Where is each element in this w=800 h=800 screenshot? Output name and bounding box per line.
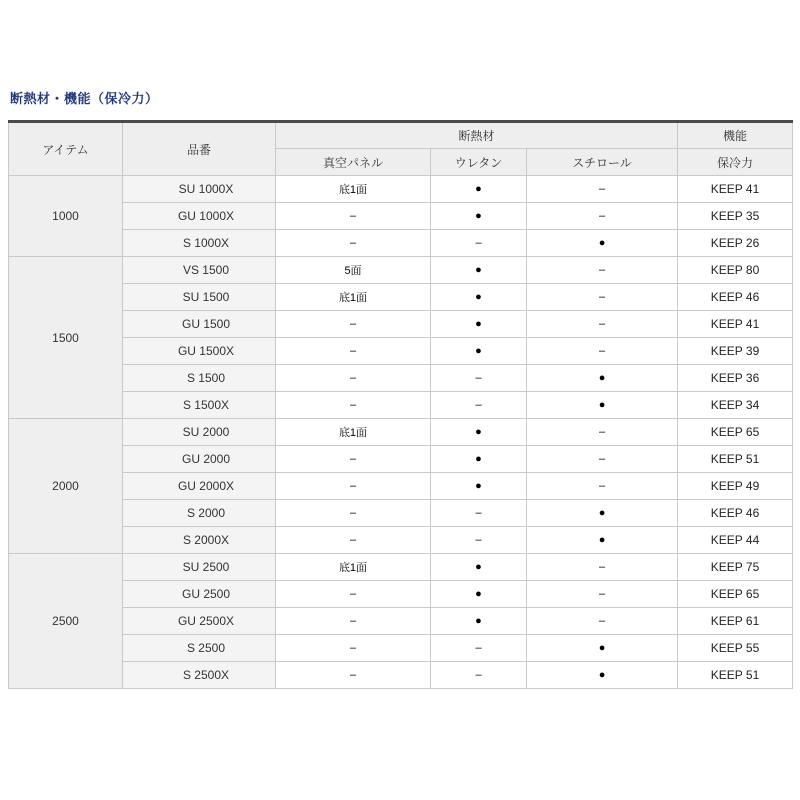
styrofoam-cell: – bbox=[527, 419, 678, 446]
part-number-cell: S 2000 bbox=[123, 500, 276, 527]
keep-cell: KEEP 35 bbox=[678, 203, 793, 230]
urethane-cell: ● bbox=[431, 284, 527, 311]
vacuum-panel-cell: 底1面 bbox=[276, 554, 431, 581]
keep-cell: KEEP 39 bbox=[678, 338, 793, 365]
keep-cell: KEEP 61 bbox=[678, 608, 793, 635]
table-row bbox=[9, 635, 793, 662]
urethane-cell: – bbox=[431, 662, 527, 689]
vacuum-panel-cell: – bbox=[276, 365, 431, 392]
header-row-1 bbox=[9, 122, 793, 149]
part-number-cell: GU 2000X bbox=[123, 473, 276, 500]
header-insulation: 断熱材 bbox=[276, 122, 678, 149]
item-cell: 2000 bbox=[9, 419, 123, 554]
urethane-cell: ● bbox=[431, 257, 527, 284]
header-styrofoam: スチロール bbox=[527, 149, 678, 176]
part-number-cell: S 2000X bbox=[123, 527, 276, 554]
keep-cell: KEEP 26 bbox=[678, 230, 793, 257]
table-row bbox=[9, 203, 793, 230]
keep-cell: KEEP 55 bbox=[678, 635, 793, 662]
part-number-cell: S 2500 bbox=[123, 635, 276, 662]
table-row bbox=[9, 230, 793, 257]
keep-cell: KEEP 46 bbox=[678, 500, 793, 527]
item-cell: 1000 bbox=[9, 176, 123, 257]
vacuum-panel-cell: – bbox=[276, 392, 431, 419]
part-number-cell: S 1500 bbox=[123, 365, 276, 392]
header-urethane: ウレタン bbox=[431, 149, 527, 176]
styrofoam-cell: ● bbox=[527, 392, 678, 419]
keep-cell: KEEP 65 bbox=[678, 419, 793, 446]
part-number-cell: GU 1500 bbox=[123, 311, 276, 338]
urethane-cell: ● bbox=[431, 338, 527, 365]
table-row bbox=[9, 581, 793, 608]
keep-cell: KEEP 36 bbox=[678, 365, 793, 392]
header-cooling: 保冷力 bbox=[678, 149, 793, 176]
spec-table bbox=[8, 120, 793, 689]
vacuum-panel-cell: – bbox=[276, 311, 431, 338]
styrofoam-cell: ● bbox=[527, 527, 678, 554]
keep-cell: KEEP 51 bbox=[678, 662, 793, 689]
styrofoam-cell: – bbox=[527, 284, 678, 311]
vacuum-panel-cell: – bbox=[276, 230, 431, 257]
table-row bbox=[9, 365, 793, 392]
table-row bbox=[9, 500, 793, 527]
vacuum-panel-cell: 底1面 bbox=[276, 419, 431, 446]
keep-cell: KEEP 41 bbox=[678, 176, 793, 203]
table-row bbox=[9, 662, 793, 689]
item-cell: 2500 bbox=[9, 554, 123, 689]
vacuum-panel-cell: 底1面 bbox=[276, 176, 431, 203]
table-row bbox=[9, 392, 793, 419]
table-row bbox=[9, 554, 793, 581]
styrofoam-cell: ● bbox=[527, 500, 678, 527]
urethane-cell: ● bbox=[431, 419, 527, 446]
urethane-cell: ● bbox=[431, 554, 527, 581]
vacuum-panel-cell: – bbox=[276, 608, 431, 635]
part-number-cell: GU 2500 bbox=[123, 581, 276, 608]
styrofoam-cell: ● bbox=[527, 230, 678, 257]
part-number-cell: SU 2500 bbox=[123, 554, 276, 581]
urethane-cell: ● bbox=[431, 176, 527, 203]
part-number-cell: S 2500X bbox=[123, 662, 276, 689]
part-number-cell: SU 1000X bbox=[123, 176, 276, 203]
part-number-cell: SU 2000 bbox=[123, 419, 276, 446]
vacuum-panel-cell: – bbox=[276, 500, 431, 527]
vacuum-panel-cell: – bbox=[276, 662, 431, 689]
urethane-cell: – bbox=[431, 365, 527, 392]
urethane-cell: – bbox=[431, 230, 527, 257]
keep-cell: KEEP 44 bbox=[678, 527, 793, 554]
styrofoam-cell: ● bbox=[527, 635, 678, 662]
part-number-cell: GU 1500X bbox=[123, 338, 276, 365]
table-row bbox=[9, 284, 793, 311]
spec-table-body bbox=[9, 176, 793, 689]
styrofoam-cell: – bbox=[527, 203, 678, 230]
keep-cell: KEEP 41 bbox=[678, 311, 793, 338]
styrofoam-cell: – bbox=[527, 473, 678, 500]
styrofoam-cell: ● bbox=[527, 662, 678, 689]
part-number-cell: SU 1500 bbox=[123, 284, 276, 311]
urethane-cell: ● bbox=[431, 446, 527, 473]
urethane-cell: ● bbox=[431, 581, 527, 608]
keep-cell: KEEP 75 bbox=[678, 554, 793, 581]
vacuum-panel-cell: – bbox=[276, 203, 431, 230]
table-row bbox=[9, 419, 793, 446]
keep-cell: KEEP 80 bbox=[678, 257, 793, 284]
table-row bbox=[9, 257, 793, 284]
part-number-cell: GU 1000X bbox=[123, 203, 276, 230]
table-row bbox=[9, 527, 793, 554]
table-row bbox=[9, 446, 793, 473]
urethane-cell: ● bbox=[431, 203, 527, 230]
table-row bbox=[9, 176, 793, 203]
vacuum-panel-cell: – bbox=[276, 446, 431, 473]
table-row bbox=[9, 338, 793, 365]
urethane-cell: – bbox=[431, 635, 527, 662]
urethane-cell: – bbox=[431, 500, 527, 527]
header-item: アイテム bbox=[9, 122, 123, 176]
header-vacuum-panel: 真空パネル bbox=[276, 149, 431, 176]
styrofoam-cell: ● bbox=[527, 365, 678, 392]
urethane-cell: – bbox=[431, 392, 527, 419]
keep-cell: KEEP 51 bbox=[678, 446, 793, 473]
table-row bbox=[9, 473, 793, 500]
styrofoam-cell: – bbox=[527, 608, 678, 635]
styrofoam-cell: – bbox=[527, 554, 678, 581]
vacuum-panel-cell: – bbox=[276, 473, 431, 500]
vacuum-panel-cell: – bbox=[276, 527, 431, 554]
vacuum-panel-cell: 5面 bbox=[276, 257, 431, 284]
item-cell: 1500 bbox=[9, 257, 123, 419]
vacuum-panel-cell: – bbox=[276, 581, 431, 608]
header-part-number: 品番 bbox=[123, 122, 276, 176]
table-row bbox=[9, 608, 793, 635]
urethane-cell: – bbox=[431, 527, 527, 554]
styrofoam-cell: – bbox=[527, 257, 678, 284]
vacuum-panel-cell: – bbox=[276, 338, 431, 365]
styrofoam-cell: – bbox=[527, 446, 678, 473]
header-function: 機能 bbox=[678, 122, 793, 149]
section-title: 断熱材・機能（保冷力） bbox=[10, 91, 159, 106]
keep-cell: KEEP 46 bbox=[678, 284, 793, 311]
vacuum-panel-cell: 底1面 bbox=[276, 284, 431, 311]
table-row bbox=[9, 311, 793, 338]
styrofoam-cell: – bbox=[527, 581, 678, 608]
vacuum-panel-cell: – bbox=[276, 635, 431, 662]
part-number-cell: S 1000X bbox=[123, 230, 276, 257]
part-number-cell: GU 2000 bbox=[123, 446, 276, 473]
keep-cell: KEEP 49 bbox=[678, 473, 793, 500]
keep-cell: KEEP 34 bbox=[678, 392, 793, 419]
part-number-cell: VS 1500 bbox=[123, 257, 276, 284]
urethane-cell: ● bbox=[431, 473, 527, 500]
part-number-cell: GU 2500X bbox=[123, 608, 276, 635]
styrofoam-cell: – bbox=[527, 176, 678, 203]
styrofoam-cell: – bbox=[527, 311, 678, 338]
part-number-cell: S 1500X bbox=[123, 392, 276, 419]
styrofoam-cell: – bbox=[527, 338, 678, 365]
urethane-cell: ● bbox=[431, 311, 527, 338]
keep-cell: KEEP 65 bbox=[678, 581, 793, 608]
urethane-cell: ● bbox=[431, 608, 527, 635]
